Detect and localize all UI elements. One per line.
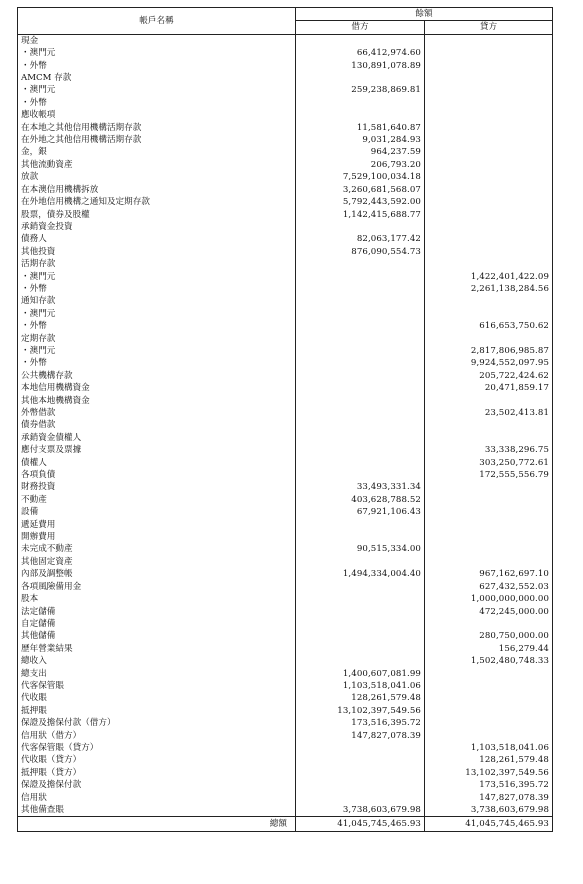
credit-cell bbox=[425, 395, 553, 407]
debit-cell bbox=[296, 370, 425, 382]
table-row bbox=[18, 581, 553, 593]
table-row bbox=[18, 630, 553, 642]
table-row bbox=[18, 258, 553, 270]
credit-cell bbox=[425, 618, 553, 630]
table-row bbox=[18, 432, 553, 444]
credit-cell bbox=[425, 419, 553, 431]
table-row bbox=[18, 792, 553, 804]
debit-cell: 130,891,078.89 bbox=[296, 60, 425, 72]
totals-row bbox=[18, 817, 553, 832]
debit-cell bbox=[296, 109, 425, 121]
debit-cell bbox=[296, 581, 425, 593]
table-row bbox=[18, 531, 553, 543]
credit-cell bbox=[425, 543, 553, 555]
account-name-cell: ・澳門元 bbox=[18, 47, 296, 59]
account-name-cell: ・澳門元 bbox=[18, 84, 296, 96]
table-row bbox=[18, 382, 553, 394]
account-name-cell: 各項負債 bbox=[18, 469, 296, 481]
account-name-cell: 法定儲備 bbox=[18, 606, 296, 618]
account-name-cell: 總收入 bbox=[18, 655, 296, 667]
debit-cell bbox=[296, 72, 425, 84]
debit-cell: 964,237.59 bbox=[296, 146, 425, 158]
ledger-rows bbox=[18, 34, 553, 817]
credit-cell bbox=[425, 72, 553, 84]
account-name-cell: 公共機構存款 bbox=[18, 370, 296, 382]
table-row bbox=[18, 519, 553, 531]
debit-cell: 1,103,518,041.06 bbox=[296, 680, 425, 692]
table-row bbox=[18, 618, 553, 630]
debit-cell bbox=[296, 606, 425, 618]
credit-header: 貸方 bbox=[425, 21, 553, 34]
debit-cell bbox=[296, 457, 425, 469]
debit-cell bbox=[296, 754, 425, 766]
account-name-cell: ・澳門元 bbox=[18, 271, 296, 283]
credit-cell: 33,338,296.75 bbox=[425, 444, 553, 456]
account-name-cell: 其他固定資產 bbox=[18, 556, 296, 568]
credit-cell: 1,502,480,748.33 bbox=[425, 655, 553, 667]
credit-cell bbox=[425, 60, 553, 72]
account-name-cell: 不動產 bbox=[18, 494, 296, 506]
table-row bbox=[18, 668, 553, 680]
table-row bbox=[18, 333, 553, 345]
credit-cell: 616,653,750.62 bbox=[425, 320, 553, 332]
table-row bbox=[18, 705, 553, 717]
debit-cell bbox=[296, 519, 425, 531]
credit-cell: 1,103,518,041.06 bbox=[425, 742, 553, 754]
debit-cell bbox=[296, 556, 425, 568]
credit-cell bbox=[425, 556, 553, 568]
credit-cell: 2,261,138,284.56 bbox=[425, 283, 553, 295]
credit-cell bbox=[425, 432, 553, 444]
account-name-cell: 承銷資金投資 bbox=[18, 221, 296, 233]
table-row bbox=[18, 196, 553, 208]
debit-cell bbox=[296, 395, 425, 407]
debit-cell: 3,260,681,568.07 bbox=[296, 184, 425, 196]
account-name-cell: 活期存款 bbox=[18, 258, 296, 270]
credit-cell bbox=[425, 705, 553, 717]
account-name-cell: 其他本地機構資金 bbox=[18, 395, 296, 407]
account-name-cell: ・外幣 bbox=[18, 320, 296, 332]
debit-cell bbox=[296, 531, 425, 543]
account-name-cell: 金，銀 bbox=[18, 146, 296, 158]
table-row bbox=[18, 308, 553, 320]
account-name-cell: 在外地信用機構之通知及定期存款 bbox=[18, 196, 296, 208]
debit-cell: 259,238,869.81 bbox=[296, 84, 425, 96]
totals-credit: 41,045,745,465.93 bbox=[425, 817, 553, 832]
account-name-cell: 在本澳信用機構拆放 bbox=[18, 184, 296, 196]
table-row bbox=[18, 122, 553, 134]
table-row bbox=[18, 680, 553, 692]
table-row bbox=[18, 209, 553, 221]
table-row bbox=[18, 184, 553, 196]
account-name-cell: 通知存款 bbox=[18, 295, 296, 307]
account-name-cell: 股本 bbox=[18, 593, 296, 605]
credit-cell bbox=[425, 196, 553, 208]
table-row bbox=[18, 556, 553, 568]
debit-cell bbox=[296, 34, 425, 47]
table-row bbox=[18, 767, 553, 779]
table-row bbox=[18, 271, 553, 283]
totals-debit: 41,045,745,465.93 bbox=[296, 817, 425, 832]
debit-cell: 7,529,100,034.18 bbox=[296, 171, 425, 183]
account-name-cell: 信用狀 bbox=[18, 792, 296, 804]
debit-cell: 876,090,554.73 bbox=[296, 246, 425, 258]
account-name-cell: 放款 bbox=[18, 171, 296, 183]
account-name-cell: 總支出 bbox=[18, 668, 296, 680]
table-row bbox=[18, 779, 553, 791]
account-name-header: 帳戶名稱 bbox=[18, 8, 296, 35]
account-name-cell: 代收賬（貸方） bbox=[18, 754, 296, 766]
table-row bbox=[18, 34, 553, 47]
credit-cell bbox=[425, 184, 553, 196]
debit-cell: 1,494,334,004.40 bbox=[296, 568, 425, 580]
account-name-cell: 在外地之其他信用機構活期存款 bbox=[18, 134, 296, 146]
credit-cell bbox=[425, 506, 553, 518]
account-name-cell: ・外幣 bbox=[18, 60, 296, 72]
table-row bbox=[18, 506, 553, 518]
credit-cell: 1,422,401,422.09 bbox=[425, 271, 553, 283]
debit-cell bbox=[296, 792, 425, 804]
totals-label: 總額 bbox=[18, 817, 296, 832]
credit-cell bbox=[425, 47, 553, 59]
debit-cell: 403,628,788.52 bbox=[296, 494, 425, 506]
credit-cell: 205,722,424.62 bbox=[425, 370, 553, 382]
credit-cell bbox=[425, 519, 553, 531]
credit-cell bbox=[425, 717, 553, 729]
balance-header: 餘額 bbox=[296, 8, 553, 21]
account-name-cell: 歷年營業結果 bbox=[18, 643, 296, 655]
account-name-cell: 代收賬 bbox=[18, 692, 296, 704]
debit-cell bbox=[296, 407, 425, 419]
credit-cell bbox=[425, 494, 553, 506]
debit-cell bbox=[296, 779, 425, 791]
credit-cell bbox=[425, 680, 553, 692]
account-name-cell: 保證及擔保付款（借方） bbox=[18, 717, 296, 729]
account-name-cell: ・澳門元 bbox=[18, 345, 296, 357]
debit-cell bbox=[296, 767, 425, 779]
debit-cell bbox=[296, 382, 425, 394]
balance-table bbox=[17, 7, 553, 832]
table-row bbox=[18, 146, 553, 158]
credit-cell bbox=[425, 34, 553, 47]
account-name-cell: 自定儲備 bbox=[18, 618, 296, 630]
account-name-cell: ・外幣 bbox=[18, 283, 296, 295]
debit-cell bbox=[296, 295, 425, 307]
credit-cell: 1,000,000,000.00 bbox=[425, 593, 553, 605]
table-row bbox=[18, 97, 553, 109]
debit-cell bbox=[296, 655, 425, 667]
table-row bbox=[18, 357, 553, 369]
debit-cell bbox=[296, 432, 425, 444]
account-name-cell: 債券借款 bbox=[18, 419, 296, 431]
account-name-cell: 承銷資金債權人 bbox=[18, 432, 296, 444]
debit-cell bbox=[296, 419, 425, 431]
credit-cell bbox=[425, 308, 553, 320]
credit-cell bbox=[425, 159, 553, 171]
account-name-cell: 內部及調整帳 bbox=[18, 568, 296, 580]
debit-cell: 3,738,603,679.98 bbox=[296, 804, 425, 817]
debit-cell: 147,827,078.39 bbox=[296, 730, 425, 742]
debit-cell: 9,031,284.93 bbox=[296, 134, 425, 146]
credit-cell bbox=[425, 146, 553, 158]
account-name-cell: ・外幣 bbox=[18, 357, 296, 369]
debit-cell bbox=[296, 357, 425, 369]
credit-cell: 3,738,603,679.98 bbox=[425, 804, 553, 817]
credit-cell bbox=[425, 97, 553, 109]
account-name-cell: 代客保管賬 bbox=[18, 680, 296, 692]
debit-cell: 1,142,415,688.77 bbox=[296, 209, 425, 221]
credit-cell: 20,471,859.17 bbox=[425, 382, 553, 394]
account-name-cell: 應收帳項 bbox=[18, 109, 296, 121]
credit-cell: 23,502,413.81 bbox=[425, 407, 553, 419]
credit-cell: 172,555,556.79 bbox=[425, 469, 553, 481]
table-row bbox=[18, 457, 553, 469]
table-row bbox=[18, 568, 553, 580]
credit-cell bbox=[425, 246, 553, 258]
debit-header: 借方 bbox=[296, 21, 425, 34]
credit-cell bbox=[425, 295, 553, 307]
credit-cell bbox=[425, 84, 553, 96]
debit-cell: 206,793.20 bbox=[296, 159, 425, 171]
credit-cell: 967,162,697.10 bbox=[425, 568, 553, 580]
account-name-cell: AMCM 存款 bbox=[18, 72, 296, 84]
debit-cell bbox=[296, 469, 425, 481]
debit-cell bbox=[296, 333, 425, 345]
debit-cell bbox=[296, 630, 425, 642]
account-name-cell: 債權人 bbox=[18, 457, 296, 469]
credit-cell: 2,817,806,985.87 bbox=[425, 345, 553, 357]
debit-cell bbox=[296, 258, 425, 270]
debit-cell bbox=[296, 742, 425, 754]
account-name-cell: 各項風險備用金 bbox=[18, 581, 296, 593]
table-row bbox=[18, 481, 553, 493]
account-name-cell: 本地信用機構資金 bbox=[18, 382, 296, 394]
debit-cell: 13,102,397,549.56 bbox=[296, 705, 425, 717]
table-row bbox=[18, 606, 553, 618]
credit-cell bbox=[425, 122, 553, 134]
credit-cell: 147,827,078.39 bbox=[425, 792, 553, 804]
account-name-cell: 其他儲備 bbox=[18, 630, 296, 642]
debit-cell bbox=[296, 593, 425, 605]
credit-cell bbox=[425, 209, 553, 221]
table-row bbox=[18, 494, 553, 506]
table-row bbox=[18, 221, 553, 233]
account-name-cell: 定期存款 bbox=[18, 333, 296, 345]
table-row bbox=[18, 754, 553, 766]
debit-cell: 128,261,579.48 bbox=[296, 692, 425, 704]
credit-cell: 173,516,395.72 bbox=[425, 779, 553, 791]
account-name-cell: 開辦費用 bbox=[18, 531, 296, 543]
debit-cell: 1,400,607,081.99 bbox=[296, 668, 425, 680]
debit-cell bbox=[296, 271, 425, 283]
account-name-cell: 其他投資 bbox=[18, 246, 296, 258]
credit-cell: 13,102,397,549.56 bbox=[425, 767, 553, 779]
account-name-cell: 抵押賬 bbox=[18, 705, 296, 717]
credit-cell: 627,432,552.03 bbox=[425, 581, 553, 593]
account-name-cell: 信用狀（借方） bbox=[18, 730, 296, 742]
account-name-cell: ・外幣 bbox=[18, 97, 296, 109]
credit-cell: 156,279.44 bbox=[425, 643, 553, 655]
account-name-cell: 其他備查賬 bbox=[18, 804, 296, 817]
table-row bbox=[18, 84, 553, 96]
debit-cell bbox=[296, 221, 425, 233]
table-row bbox=[18, 109, 553, 121]
credit-cell bbox=[425, 221, 553, 233]
credit-cell bbox=[425, 730, 553, 742]
credit-cell bbox=[425, 233, 553, 245]
debit-cell bbox=[296, 444, 425, 456]
debit-cell: 5,792,443,592.00 bbox=[296, 196, 425, 208]
account-name-cell: 股票，債券及股權 bbox=[18, 209, 296, 221]
debit-cell: 90,515,334.00 bbox=[296, 543, 425, 555]
credit-cell: 472,245,000.00 bbox=[425, 606, 553, 618]
account-name-cell: 遞延費用 bbox=[18, 519, 296, 531]
table-row bbox=[18, 469, 553, 481]
credit-cell bbox=[425, 668, 553, 680]
account-name-cell: 未完成不動產 bbox=[18, 543, 296, 555]
table-row bbox=[18, 60, 553, 72]
table-row bbox=[18, 370, 553, 382]
table-row bbox=[18, 283, 553, 295]
account-name-cell: 財務投資 bbox=[18, 481, 296, 493]
account-name-cell: 保證及擔保付款 bbox=[18, 779, 296, 791]
table-row bbox=[18, 692, 553, 704]
credit-cell bbox=[425, 171, 553, 183]
table-row bbox=[18, 159, 553, 171]
credit-cell bbox=[425, 333, 553, 345]
debit-cell bbox=[296, 283, 425, 295]
table-row bbox=[18, 407, 553, 419]
table-row bbox=[18, 246, 553, 258]
debit-cell: 82,063,177.42 bbox=[296, 233, 425, 245]
table-row bbox=[18, 643, 553, 655]
credit-cell bbox=[425, 258, 553, 270]
credit-cell bbox=[425, 134, 553, 146]
table-row bbox=[18, 233, 553, 245]
debit-cell: 67,921,106.43 bbox=[296, 506, 425, 518]
table-row bbox=[18, 543, 553, 555]
debit-cell bbox=[296, 308, 425, 320]
account-name-cell: 債務人 bbox=[18, 233, 296, 245]
account-name-cell: 設備 bbox=[18, 506, 296, 518]
table-row bbox=[18, 72, 553, 84]
debit-cell: 11,581,640.87 bbox=[296, 122, 425, 134]
debit-cell bbox=[296, 345, 425, 357]
debit-cell: 66,412,974.60 bbox=[296, 47, 425, 59]
account-name-cell: 外幣借款 bbox=[18, 407, 296, 419]
table-row bbox=[18, 419, 553, 431]
table-row bbox=[18, 345, 553, 357]
account-name-cell: ・澳門元 bbox=[18, 308, 296, 320]
table-row bbox=[18, 134, 553, 146]
account-name-cell: 應付支票及票據 bbox=[18, 444, 296, 456]
account-name-cell: 代客保管賬（貸方） bbox=[18, 742, 296, 754]
table-row bbox=[18, 444, 553, 456]
table-row bbox=[18, 47, 553, 59]
debit-cell bbox=[296, 643, 425, 655]
credit-cell bbox=[425, 481, 553, 493]
credit-cell: 9,924,552,097.95 bbox=[425, 357, 553, 369]
credit-cell bbox=[425, 692, 553, 704]
credit-cell bbox=[425, 109, 553, 121]
table-row bbox=[18, 804, 553, 817]
debit-cell: 33,493,331.34 bbox=[296, 481, 425, 493]
table-row bbox=[18, 320, 553, 332]
debit-cell bbox=[296, 97, 425, 109]
debit-cell bbox=[296, 320, 425, 332]
debit-cell bbox=[296, 618, 425, 630]
table-row bbox=[18, 171, 553, 183]
table-row bbox=[18, 730, 553, 742]
table-row bbox=[18, 593, 553, 605]
table-row bbox=[18, 655, 553, 667]
account-name-cell: 現金 bbox=[18, 34, 296, 47]
debit-cell: 173,516,395.72 bbox=[296, 717, 425, 729]
credit-cell: 303,250,772.61 bbox=[425, 457, 553, 469]
table-row bbox=[18, 717, 553, 729]
credit-cell bbox=[425, 531, 553, 543]
credit-cell: 128,261,579.48 bbox=[425, 754, 553, 766]
table-row bbox=[18, 742, 553, 754]
account-name-cell: 抵押賬（貸方） bbox=[18, 767, 296, 779]
table-row bbox=[18, 395, 553, 407]
credit-cell: 280,750,000.00 bbox=[425, 630, 553, 642]
table-row bbox=[18, 295, 553, 307]
account-name-cell: 在本地之其他信用機構活期存款 bbox=[18, 122, 296, 134]
account-name-cell: 其他流動資產 bbox=[18, 159, 296, 171]
